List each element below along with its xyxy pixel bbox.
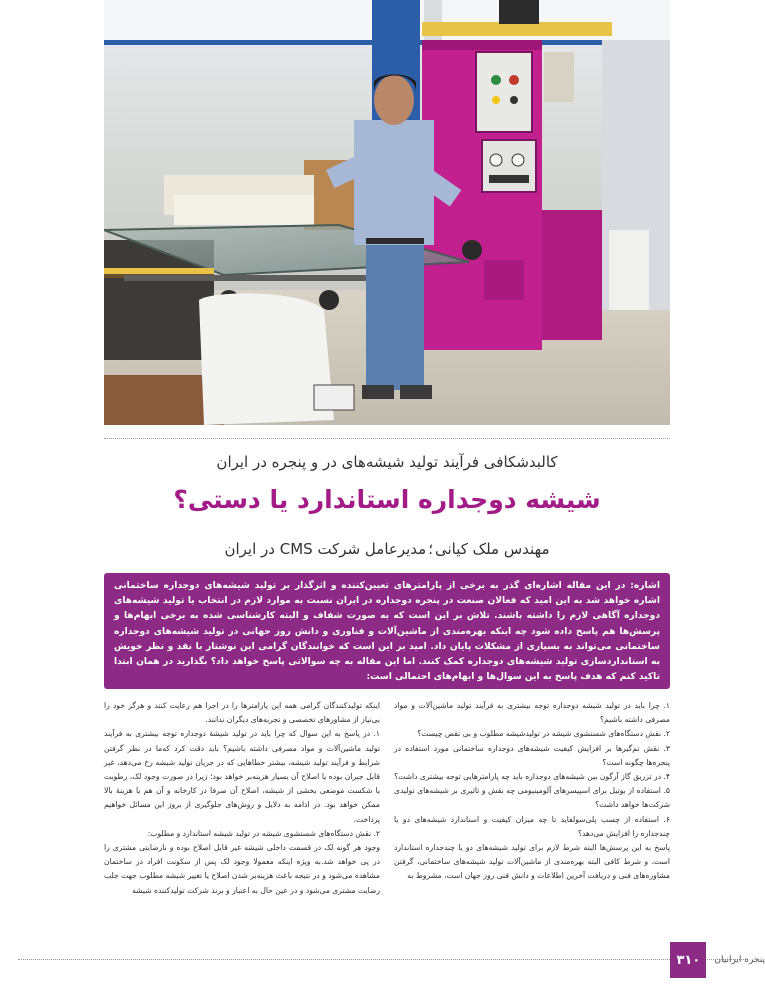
paragraph: پاسخ به این پرسش‌ها البته شرط لازم برای تولید شیشه‌های دو یا چندجداره استاندارد است، و شرط کافی البته بهره‌مندی از ماشین‌آلات تولید شیشه‌های ساختمانی، گرفتن مشاوره‌های فنی و دریافت آخرین اطلاعات و دانش فنی روز جهان است، مشروط به <box>394 843 670 881</box>
bottom-divider <box>18 959 746 960</box>
publication-name: پنجره ایرانیان <box>714 955 765 965</box>
article-photo <box>104 0 670 425</box>
article-byline <box>104 540 670 558</box>
paragraph: ۱. در پاسخ به این سوال که چرا باید در تولید شیشهٔ دوجداره توجه بیشتری به فرآیند تولید ماشین‌آلات و مواد مصرفی داشته باشیم؟ باید دقت کرد که‌ما در نظر گرفتن شرایط و فرآیند تولید شیشه، بیشتر خطاهایی که در جریان تولید شیشه رخ می‌دهد، غیر قابل جبران بوده یا اصلاح آن بسیار هزینه‌بر خواهد بود؛ زیرا در صورت وجود لک، رطوبت یا شکست موضعی بخشی از شیشه، اصلاح آن صرفا در کارخانه و آن هم با هزینهٔ بالا ممکن خواهد بود. در ادامه به دلایل و روش‌های جلوگیری از بروز این مسائل خواهیم پرداخت. <box>104 729 380 824</box>
paragraph: ۱. چرا باید در تولید شیشه دوجداره توجه بیشتری به فرآیند تولید ماشین‌آلات و مواد مصرفی داشته باشیم؟ <box>394 701 670 725</box>
paragraph: ۵. استفاده از بوتیل برای اسپیسرهای آلومینیومی چه نقش و تاثیری بر شیشه‌های تولیدی شرکت‌ها خواهد داشت؟ <box>394 786 670 810</box>
paragraph: ۲. نقش دستگاه‌های شستشوی شیشه در تولید شیشه استاندارد و مطلوب: <box>147 828 380 838</box>
paragraph: ۲. نقش دستگاه‌های شستشوی شیشه در تولیدشیشه مطلوب و بی نقص چیست؟ <box>417 729 670 739</box>
top-divider <box>104 438 670 439</box>
page-footer <box>670 942 765 978</box>
author-role: مدیرعامل شرکت CMS در ایران <box>224 540 427 558</box>
paragraph: ۶. استفاده از چسب پلی‌سولفاید تا چه میزان کیفیت و استاندارد شیشه‌های دو یا چندجداره را افزایش می‌دهد؟ <box>394 814 670 838</box>
byline-separator: ؛ <box>428 540 433 558</box>
page-number: ۳۱۰ <box>670 942 706 978</box>
paragraph: اینکه تولیدکنندگان گرامی همه این پارامترها را در اجرا هم رعایت کنند و هرگز خود را بی‌نیاز از مشاورهای تخصصی و تجربه‌های دیگران ندانند. <box>104 701 380 725</box>
author-name: مهندس ملک کیانی <box>434 540 550 558</box>
abstract-box <box>104 573 670 689</box>
article-kicker: کالبدشکافی فرآیند تولید شیشه‌های در و پنجره در ایران <box>216 453 558 471</box>
abstract-text: اشاره: در این مقاله اشاره‌ای گذر به برخی از پارامترهای تعیین‌کننده و اثرگذار بر تولید شیشه‌های دوجداره ساختمانی اشاره خواهد شد به این امید که فعالان صنعت در پنجره دوجداره در ایران نسبت به موارد لازم در انتخاب یا تولید شیشه‌های دوجداره آگاهی لازم را داشته باشند. تلاش بر این است که به صورت شفاف و البته کارشناسی شده به برخی ابهام‌ها و پرسش‌ها هم پاسخ داده شود چه اینکه بهره‌مندی از ماشین‌آلات و فناوری و دانش روز جهانی در تولید شیشه‌های دوجداره ساختمانی می‌تواند به بسیاری از مشکلات پایان داد. امید بر این است که خوانندگان گرامی این نوشتار با نقد و نظر خویش به استانداردسازی تولید شیشه‌های دوجداره کمک کنند. اما این مقاله به چه سوالاتی پاسخ خواهد داد؟ بگذارید در همان ابتدا تاکید کنم که هدف پاسخ به این سوال‌ها و ابهام‌های احتمالی است: <box>114 581 660 683</box>
article-title: شیشه دوجداره استاندارد یا دستی؟ <box>173 485 601 514</box>
paragraph: وجود هر گونه لک در قسمت داخلی شیشه غیر قابل اصلاح بوده و نارضایتی مشتری را در پی خواهد شد.به ویژه اینکه معمولا وجود لک پس از سکونت افراد در ساختمان مشاهده می‌شود و در نتیجه باعث هزینه‌بر شدن اصلاح یا تغییر شیشه مطلوب جهت جلب رضایت مشتری می‌شود و در عین حال به اعتبار و برند شرکت تولیدکننده شیشه <box>104 843 380 895</box>
paragraph: ۴. در تزریق گاز آرگون بین شیشه‌های دوجداره باید چه پارامترهایی توجه بیشتری داشت؟ <box>394 772 670 782</box>
body-column-left <box>104 699 380 898</box>
body-column-right <box>394 699 670 884</box>
paragraph: ۳. نقش تم‌گیرها بر افزایش کیفیت شیشه‌های دوجداره ساختمانی مورد استفاده در پنجره‌ها چگونه است؟ <box>394 743 670 767</box>
